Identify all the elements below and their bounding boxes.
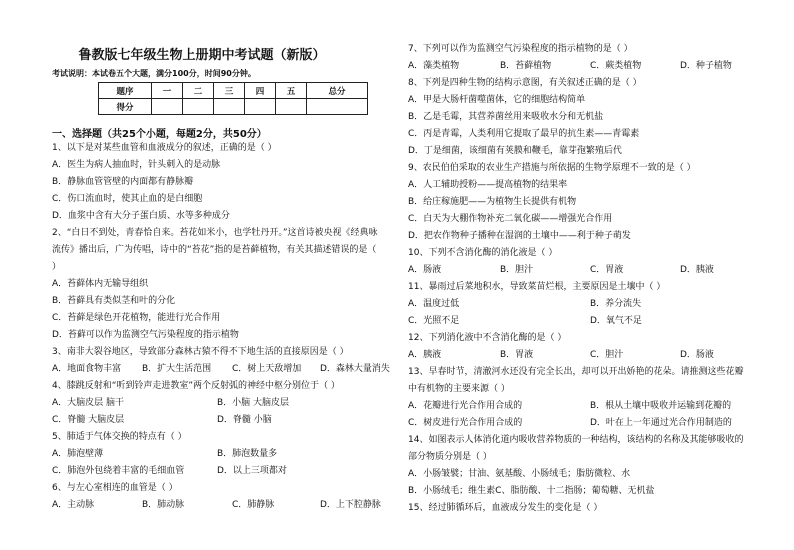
option-b: B．根从土壤中吸收并运输到花瓣的 <box>590 401 732 411</box>
question-6: 6、与左心室相连的血管是（ ） <box>52 483 178 493</box>
option-d: D．上下腔静脉 <box>320 500 381 510</box>
option-d: D．氧气不足 <box>590 316 642 326</box>
table-cell <box>245 99 276 115</box>
option-c: C．白天为大棚作物补充二氧化碳——增强光合作用 <box>408 214 613 224</box>
option-a: A．大脑皮层 脑干 <box>52 398 125 408</box>
question-2-cont: ） <box>52 262 62 272</box>
question-10: 10、下列不含消化酶的消化液是（ ） <box>408 248 558 258</box>
question-2-cont: 流传》播出后，广为传唱，诗中的“苔花”指的是苔藓植物，有关其描述错误的是（ <box>52 245 377 255</box>
score-table-score-row <box>99 99 368 115</box>
table-cell <box>152 99 183 115</box>
question-4: 4、膝跳反射和“听到铃声走进教室”两个反射弧的神经中枢分别位于（ ） <box>52 381 340 391</box>
option-a: A．苔藓体内无输导组织 <box>52 279 149 289</box>
option-c: C．树上天敌增加 <box>232 364 302 374</box>
table-cell: 总分 <box>307 83 368 99</box>
question-11: 11、暴雨过后菜地积水，导致菜苗烂根，主要原因是土壤中（ ） <box>408 282 666 292</box>
option-b: B．扩大生活范围 <box>142 364 212 374</box>
option-a: A．小肠皱襞；甘油、氨基酸、小肠绒毛；脂肪微粒、水 <box>408 469 631 479</box>
option-b: B．苔藓植物 <box>500 61 552 71</box>
question-14-cont: 部分物质分别是（ ） <box>408 452 492 462</box>
option-a: A．温度过低 <box>408 299 460 309</box>
option-a: A．花瓣进行光合作用合成的 <box>408 401 523 411</box>
question-13-cont: 中有机物的主要来源（ ） <box>408 384 510 394</box>
option-d: D．种子植物 <box>680 61 732 71</box>
table-cell: 得分 <box>99 99 152 115</box>
option-a: A．藻类植物 <box>408 61 460 71</box>
question-14: 14、如图表示人体消化道内吸收营养物质的一种结构，该结构的名称及其能够吸收的 <box>408 435 744 445</box>
option-b: B．肺动脉 <box>142 500 185 510</box>
option-a: A．医生为病人抽血时，针头刺入的是动脉 <box>52 160 221 170</box>
option-c: C．脊髓 大脑皮层 <box>52 415 125 425</box>
option-d: D．叶在上一年通过光合作用制造的 <box>590 418 732 428</box>
option-a: A．甲是大肠杆菌噬菌体，它的细胞结构简单 <box>408 95 586 105</box>
question-12: 12、下列消化液中不含消化酶的是（ ） <box>408 333 567 343</box>
option-d: D．以上三项都对 <box>217 466 287 476</box>
option-a: A．主动脉 <box>52 500 95 510</box>
table-cell: 五 <box>276 83 307 99</box>
table-cell <box>183 99 214 115</box>
table-cell: 四 <box>245 83 276 99</box>
option-d: D．血浆中含有大分子蛋白质、水等多种成分 <box>52 211 230 221</box>
table-cell: 三 <box>214 83 245 99</box>
option-b: B．肺泡数量多 <box>217 449 278 459</box>
option-c: C．丙是青霉，人类利用它提取了最早的抗生素——青霉素 <box>408 129 640 139</box>
option-c: C．蕨类植物 <box>590 61 642 71</box>
exam-instructions: 考试说明：本试卷五个大题，满分100分，时间90分钟。 <box>52 69 256 78</box>
option-a: A．地面食物丰富 <box>52 364 122 374</box>
option-c: C．伤口流血时，使其止血的是白细胞 <box>52 194 203 204</box>
question-8: 8、下列是四种生物的结构示意图，有关叙述正确的是（ ） <box>408 78 642 88</box>
option-d: D．把农作物种子播种在湿润的土壤中——利于种子萌发 <box>408 231 631 241</box>
option-d: D．丁是细菌，该细菌有荚膜和鞭毛，靠芽孢繁殖后代 <box>408 146 622 156</box>
question-7: 7、下列可以作为监测空气污染程度的指示植物的是（ ） <box>408 44 633 54</box>
option-d: D．胰液 <box>680 265 714 275</box>
question-15: 15、经过肺循环后，血液成分发生的变化是（ ） <box>408 503 603 513</box>
option-c: C．树皮进行光合作用合成的 <box>408 418 523 428</box>
question-1: 1、以下是对某些血管和血液成分的叙述，正确的是（ ） <box>52 143 277 153</box>
option-d: D．森林大量消失 <box>320 364 390 374</box>
option-b: B．小脑 大脑皮层 <box>217 398 290 408</box>
option-d: D．苔藓可以作为监测空气污染程度的指示植物 <box>52 330 239 340</box>
option-b: B．苔藓具有类似茎和叶的分化 <box>52 296 176 306</box>
question-13: 13、早春时节，清澈河水还没有完全长出，却可以开出娇艳的花朵。请推测这些花瓣 <box>408 367 744 377</box>
table-cell <box>214 99 245 115</box>
section-heading: 一、选择题（共25个小题，每题2分，共50分） <box>52 129 267 140</box>
score-table <box>98 82 368 115</box>
option-a: A．肠液 <box>408 265 442 275</box>
option-c: C．肺泡外包绕着丰富的毛细血管 <box>52 466 185 476</box>
option-a: A．胰液 <box>408 350 442 360</box>
option-b: B．小肠绒毛；维生素C、脂肪酸、十二指肠；葡萄糖、无机盐 <box>408 486 655 496</box>
option-c: C．光照不足 <box>408 316 460 326</box>
option-b: B．给庄稼施肥——为植物生长提供有机物 <box>408 197 577 207</box>
option-a: A．肺泡壁薄 <box>52 449 104 459</box>
table-cell: 一 <box>152 83 183 99</box>
option-c: C．肺静脉 <box>232 500 275 510</box>
question-5: 5、肺适于气体交换的特点有（ ） <box>52 432 187 442</box>
table-cell <box>307 99 368 115</box>
option-d: D．肠液 <box>680 350 714 360</box>
option-b: B．静脉血管管壁的内面都有静脉瓣 <box>52 177 194 187</box>
option-a: A．人工辅助授粉——提高植物的结果率 <box>408 180 568 190</box>
table-cell: 题序 <box>99 83 152 99</box>
option-d: D．脊髓 小脑 <box>217 415 272 425</box>
question-9: 9、农民伯伯采取的农业生产措施与所依据的生物学原理不一致的是（ ） <box>408 163 696 173</box>
exam-title: 鲁教版七年级生物上册期中考试题（新版） <box>78 48 326 63</box>
option-b: B．胃液 <box>500 350 534 360</box>
question-2: 2、“白日不到处，青春恰自来。苔花如米小，也学牡丹开。”这首诗被央视《经典咏 <box>52 228 378 238</box>
option-c: C．胆汁 <box>590 350 624 360</box>
table-cell: 二 <box>183 83 214 99</box>
option-b: B．养分流失 <box>590 299 642 309</box>
question-3: 3、南非大裂谷地区，导致部分森林古猿不得不下地生活的直接原因是（ ） <box>52 347 349 357</box>
table-cell <box>276 99 307 115</box>
option-c: C．胃液 <box>590 265 624 275</box>
option-b: B．乙是毛霉，其营养菌丝用来吸收水分和无机盐 <box>408 112 604 122</box>
score-table-header-row <box>99 83 368 99</box>
option-c: C．苔藓是绿色开花植物，能进行光合作用 <box>52 313 221 323</box>
option-b: B．胆汁 <box>500 265 534 275</box>
